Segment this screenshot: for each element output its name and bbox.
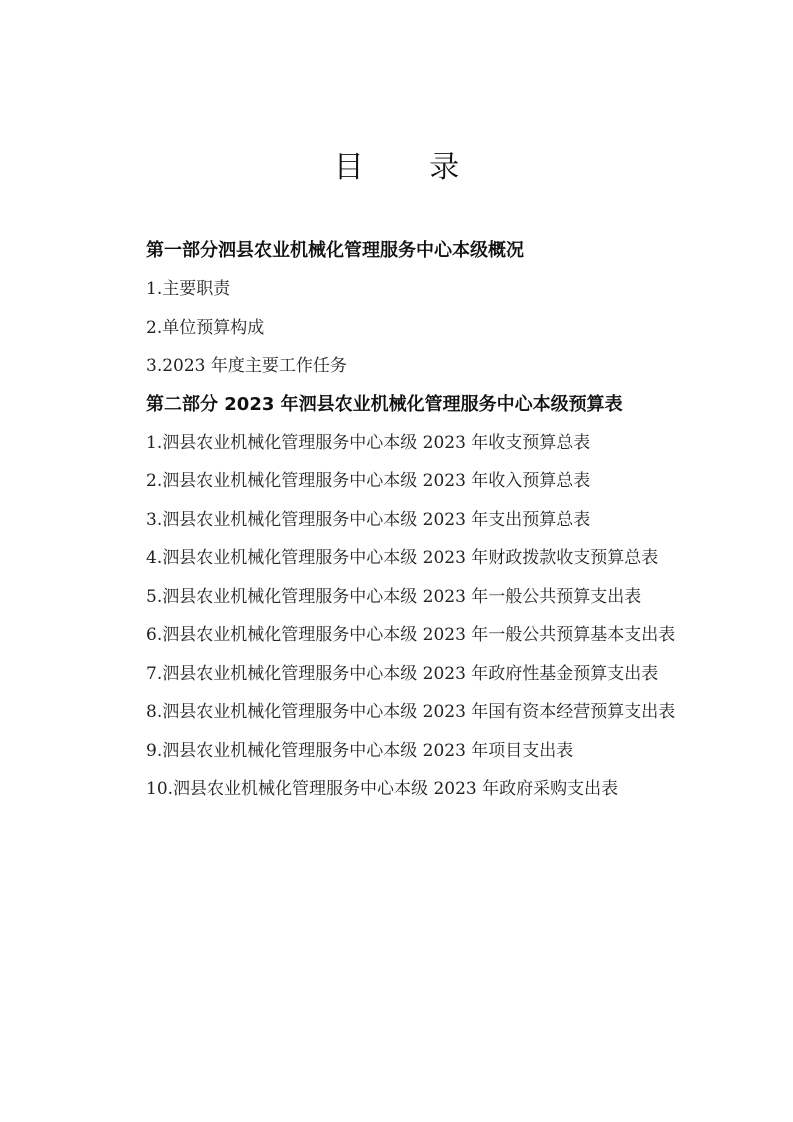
- part-one-heading[interactable]: 第一部分泗县农业机械化管理服务中心本级概况: [146, 240, 524, 261]
- page-title: 目 录: [333, 150, 488, 185]
- toc-item[interactable]: 5.泗县农业机械化管理服务中心本级 2023 年一般公共预算支出表: [146, 586, 642, 607]
- table-of-contents: [108, 232, 693, 809]
- toc-item[interactable]: 9.泗县农业机械化管理服务中心本级 2023 年项目支出表: [146, 740, 574, 761]
- toc-item[interactable]: 1.泗县农业机械化管理服务中心本级 2023 年收支预算总表: [146, 432, 591, 453]
- toc-item[interactable]: 8.泗县农业机械化管理服务中心本级 2023 年国有资本经营预算支出表: [146, 702, 676, 722]
- toc-item[interactable]: 3.泗县农业机械化管理服务中心本级 2023 年支出预算总表: [146, 509, 591, 530]
- toc-item[interactable]: 10.泗县农业机械化管理服务中心本级 2023 年政府采购支出表: [146, 779, 619, 799]
- toc-item[interactable]: 2.泗县农业机械化管理服务中心本级 2023 年收入预算总表: [146, 471, 591, 491]
- toc-item[interactable]: 7.泗县农业机械化管理服务中心本级 2023 年政府性基金预算支出表: [146, 663, 659, 684]
- toc-item[interactable]: 4.泗县农业机械化管理服务中心本级 2023 年财政拨款收支预算总表: [146, 548, 659, 568]
- toc-item[interactable]: 3.2023 年度主要工作任务: [146, 356, 347, 376]
- toc-item[interactable]: 2.单位预算构成: [146, 317, 265, 338]
- toc-item[interactable]: 1.主要职责: [146, 279, 231, 299]
- toc-item[interactable]: 6.泗县农业机械化管理服务中心本级 2023 年一般公共预算基本支出表: [146, 625, 676, 645]
- part-two-heading[interactable]: 第二部分 2023 年泗县农业机械化管理服务中心本级预算表: [146, 393, 623, 415]
